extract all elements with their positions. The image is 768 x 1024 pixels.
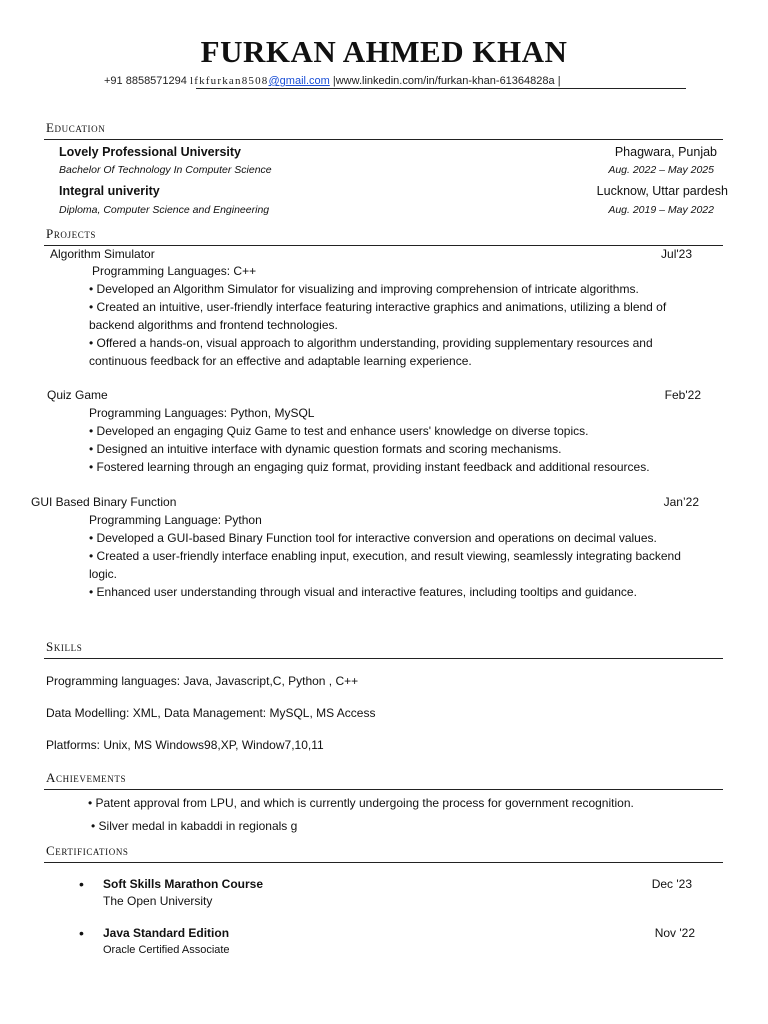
project-bullet-cont: backend algorithms and frontend technologies. [89, 318, 338, 332]
contact-trailing-separator: | [557, 75, 561, 87]
section-projects-rule [44, 245, 723, 246]
section-education-rule [44, 139, 723, 140]
email-link[interactable]: @gmail.com [268, 75, 330, 87]
phone-number: +91 8858571294 [104, 75, 187, 87]
certification-issuer: Oracle Certified Associate [103, 944, 230, 956]
section-skills-rule [44, 658, 723, 659]
project-bullet: • Created a user-friendly interface enabling input, execution, and result viewing, seamlessly integrating backend [89, 549, 681, 563]
certification-date: Nov '22 [654, 926, 695, 940]
edu-location: Phagwara, Punjab [614, 145, 717, 159]
section-education-title: Education [46, 120, 106, 135]
project-name: Algorithm Simulator [50, 247, 155, 261]
project-date: Feb'22 [664, 388, 701, 402]
edu-dates: Aug. 2022 – May 2025 [608, 164, 714, 176]
certification-name: Soft Skills Marathon Course [103, 877, 264, 891]
project-name: GUI Based Binary Function [31, 495, 177, 509]
project-name: Quiz Game [47, 388, 108, 402]
project-bullet: • Designed an intuitive interface with dynamic question formats and scoring mechanisms. [89, 442, 562, 456]
project-date: Jan’22 [663, 495, 699, 509]
contact-separator: | [332, 75, 336, 87]
section-certifications-rule [44, 862, 723, 863]
candidate-name: FURKAN AHMED KHAN [200, 34, 568, 69]
edu-dates: Aug. 2019 – May 2022 [608, 204, 714, 216]
achievement-item: • Silver medal in kabaddi in regionals g [91, 819, 298, 833]
section-skills-title: Skills [46, 639, 83, 654]
project-bullet: • Fostered learning through an engaging quiz format, providing instant feedback and additional resources. [89, 460, 650, 474]
edu-location: Lucknow, Uttar pardesh [596, 184, 728, 198]
certification-date: Dec '23 [651, 877, 692, 891]
project-bullet: • Created an intuitive, user-friendly interface featuring interactive graphics and animations, utilizing a blend of [89, 300, 667, 314]
project-languages: Programming Language: Python [89, 513, 262, 527]
project-bullet: • Enhanced user understanding through visual and interactive features, including tooltips and guidance. [89, 585, 637, 599]
section-achievements-rule [44, 789, 723, 790]
edu-school: Integral univerity [59, 184, 160, 198]
project-bullet: • Developed an Algorithm Simulator for visualizing and improving comprehension of intricate algorithms. [89, 282, 639, 296]
project-bullet: • Developed a GUI-based Binary Function tool for interactive conversion and operations on decimal values. [89, 531, 657, 545]
certification-bullet: • [79, 876, 84, 892]
certification-name: Java Standard Edition [103, 926, 230, 940]
project-date: Jul'23 [661, 247, 692, 261]
project-bullet: • Offered a hands-on, visual approach to algorithm understanding, providing supplementary resources and [89, 336, 653, 350]
project-bullet-cont: continuous feedback for an effective and adaptable learning experience. [89, 354, 472, 368]
edu-degree: Diploma, Computer Science and Engineering [59, 204, 270, 216]
edu-school: Lovely Professional University [59, 145, 242, 159]
project-bullet-cont: logic. [89, 567, 118, 581]
skill-line: Platforms: Unix, MS Windows98,XP, Window7,10,11 [46, 738, 324, 752]
achievement-item: • Patent approval from LPU, and which is currently undergoing the process for government recognition. [88, 796, 634, 810]
contact-underline [196, 88, 686, 89]
section-achievements-title: Achievements [46, 770, 127, 785]
certification-bullet: • [79, 925, 84, 941]
email-prefix: lfkfurkan8508 [189, 75, 269, 87]
edu-degree: Bachelor Of Technology In Computer Science [59, 164, 272, 176]
section-projects-title: Projects [46, 226, 97, 241]
project-bullet: • Developed an engaging Quiz Game to test and enhance users' knowledge on diverse topics. [89, 424, 589, 438]
linkedin-link[interactable]: www.linkedin.com/in/furkan-khan-61364828a [335, 75, 555, 87]
project-languages: Programming Languages: Python, MySQL [89, 406, 315, 420]
project-languages: Programming Languages: C++ [92, 264, 257, 278]
section-certifications-title: Certifications [46, 843, 129, 858]
certification-issuer: The Open University [103, 894, 213, 908]
contact-line [104, 75, 561, 87]
skill-line: Programming languages: Java, Javascript,C, Python , C++ [46, 674, 359, 688]
skill-line: Data Modelling: XML, Data Management: MySQL, MS Access [46, 706, 376, 720]
